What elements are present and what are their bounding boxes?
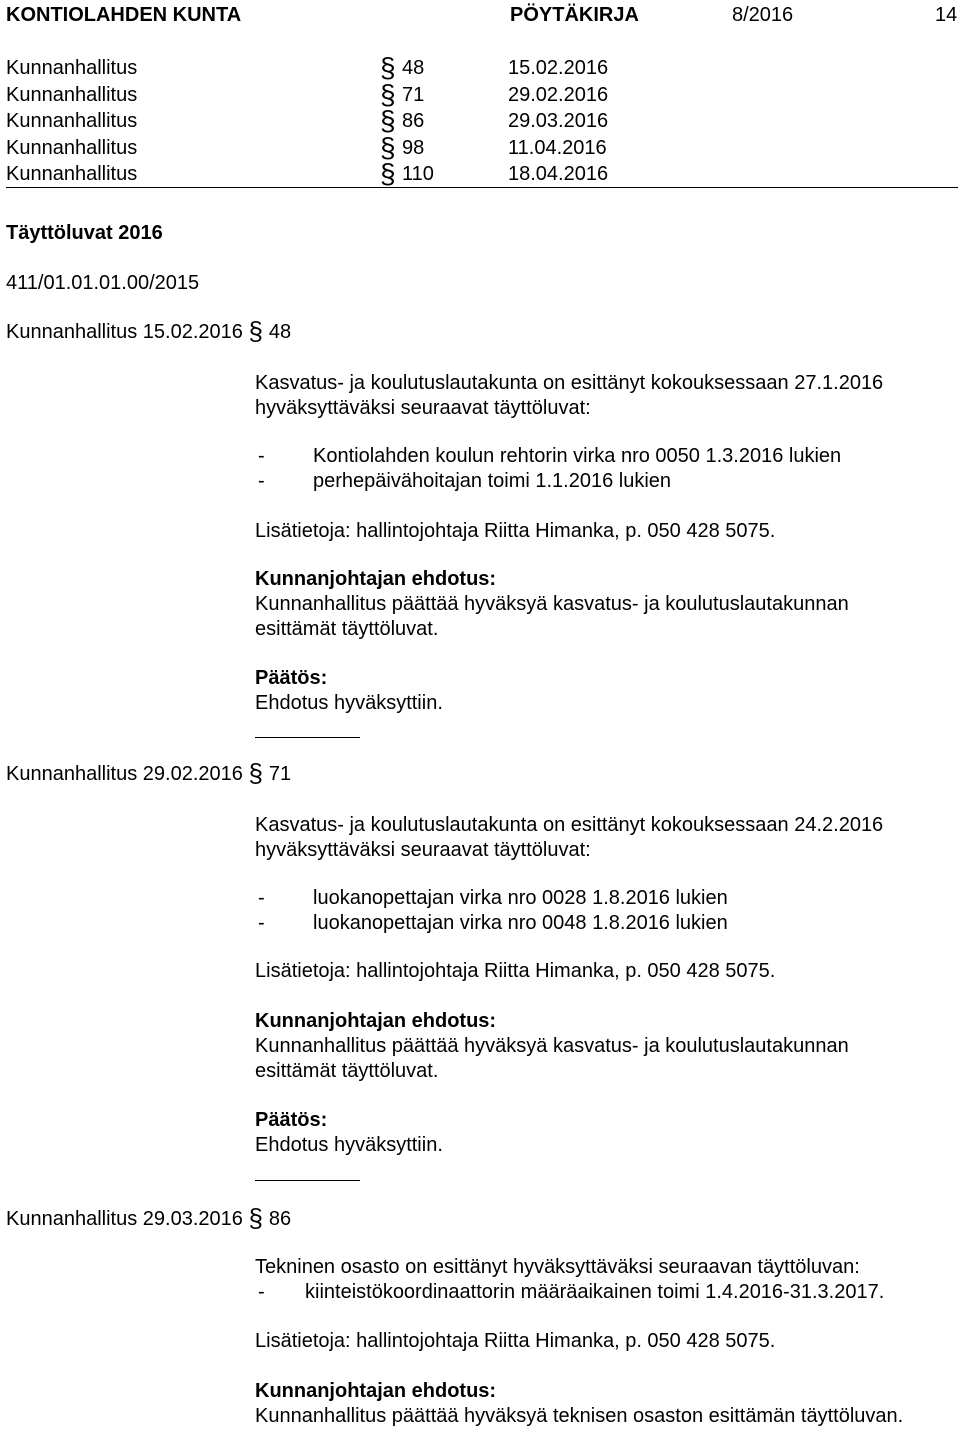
info-text: Lisätietoja: hallintojohtaja Riitta Himanka, p. 050 428 5075. xyxy=(255,960,776,982)
history-divider xyxy=(6,187,958,188)
proposal-text: Kunnanhallitus päättää hyväksyä teknisen osaston esittämän täyttöluvan. xyxy=(255,1405,904,1427)
history-section: 71 xyxy=(402,84,425,106)
history-body: Kunnanhallitus xyxy=(6,110,138,132)
section-icon: § xyxy=(380,132,396,163)
history-section: 98 xyxy=(402,137,425,159)
section-icon: § xyxy=(380,79,396,110)
history-date: 11.04.2016 xyxy=(508,137,607,159)
history-body: Kunnanhallitus xyxy=(6,57,138,79)
doc-type: PÖYTÄKIRJA xyxy=(510,4,639,26)
org-name: KONTIOLAHDEN KUNTA xyxy=(6,4,242,26)
proposal-text: Kunnanhallitus päättää hyväksyä kasvatus- ja koulutuslautakunnan xyxy=(255,1035,849,1057)
decision-text: Ehdotus hyväksyttiin. xyxy=(255,692,443,714)
info-text: Lisätietoja: hallintojohtaja Riitta Himanka, p. 050 428 5075. xyxy=(255,1330,776,1352)
section-icon: § xyxy=(380,52,396,83)
list-bullet: - xyxy=(258,887,265,909)
history-date: 15.02.2016 xyxy=(508,57,609,79)
page-title: Täyttöluvat 2016 xyxy=(6,222,163,244)
list-item: perhepäivähoitajan toimi 1.1.2016 lukien xyxy=(313,470,672,492)
section-intro: hyväksyttäväksi seuraavat täyttöluvat: xyxy=(255,397,591,419)
list-item: kiinteistökoordinaattorin määräaikainen toimi 1.4.2016-31.3.2017. xyxy=(305,1281,885,1303)
history-body: Kunnanhallitus xyxy=(6,163,138,185)
section-intro: hyväksyttäväksi seuraavat täyttöluvat: xyxy=(255,839,591,861)
history-date: 29.03.2016 xyxy=(508,110,609,132)
section-intro: Kasvatus- ja koulutuslautakunta on esittänyt kokouksessaan 24.2.2016 xyxy=(255,814,884,836)
history-section: 86 xyxy=(402,110,425,132)
proposal-label: Kunnanjohtajan ehdotus: xyxy=(255,1380,497,1402)
list-item: Kontiolahden koulun rehtorin virka nro 0050 1.3.2016 lukien xyxy=(313,445,842,467)
history-date: 18.04.2016 xyxy=(508,163,609,185)
proposal-label: Kunnanjohtajan ehdotus: xyxy=(255,568,497,590)
section-heading: Kunnanhallitus 29.03.2016 § 86 xyxy=(6,1203,292,1233)
section-icon: § xyxy=(248,758,263,788)
proposal-label: Kunnanjohtajan ehdotus: xyxy=(255,1010,497,1032)
history-body: Kunnanhallitus xyxy=(6,137,138,159)
section-intro: Tekninen osasto on esittänyt hyväksyttäväksi seuraavan täyttöluvan: xyxy=(255,1256,860,1278)
section-icon: § xyxy=(380,105,396,136)
section-heading: Kunnanhallitus 29.02.2016 § 71 xyxy=(6,758,292,788)
section-icon: § xyxy=(380,158,396,189)
doc-number: 8/2016 xyxy=(732,4,794,26)
decision-label: Päätös: xyxy=(255,1109,328,1131)
section-icon: § xyxy=(248,316,263,346)
reference-number: 411/01.01.01.00/2015 xyxy=(6,272,200,294)
decision-text: Ehdotus hyväksyttiin. xyxy=(255,1134,443,1156)
list-item: luokanopettajan virka nro 0048 1.8.2016 lukien xyxy=(313,912,728,934)
section-intro: Kasvatus- ja koulutuslautakunta on esittänyt kokouksessaan 27.1.2016 xyxy=(255,372,884,394)
list-bullet: - xyxy=(258,445,265,467)
page-number: 14 xyxy=(935,4,958,26)
section-end-line xyxy=(255,737,360,738)
proposal-text: Kunnanhallitus päättää hyväksyä kasvatus- ja koulutuslautakunnan xyxy=(255,593,849,615)
decision-label: Päätös: xyxy=(255,667,328,689)
history-date: 29.02.2016 xyxy=(508,84,609,106)
list-bullet: - xyxy=(258,470,265,492)
section-heading: Kunnanhallitus 15.02.2016 § 48 xyxy=(6,316,292,346)
list-bullet: - xyxy=(258,1281,265,1303)
section-end-line xyxy=(255,1180,360,1181)
info-text: Lisätietoja: hallintojohtaja Riitta Himanka, p. 050 428 5075. xyxy=(255,520,776,542)
history-section: 110 xyxy=(402,163,434,185)
section-icon: § xyxy=(248,1203,263,1233)
history-body: Kunnanhallitus xyxy=(6,84,138,106)
list-bullet: - xyxy=(258,912,265,934)
proposal-text: esittämät täyttöluvat. xyxy=(255,1060,439,1082)
proposal-text: esittämät täyttöluvat. xyxy=(255,618,439,640)
list-item: luokanopettajan virka nro 0028 1.8.2016 lukien xyxy=(313,887,728,909)
history-section: 48 xyxy=(402,57,425,79)
